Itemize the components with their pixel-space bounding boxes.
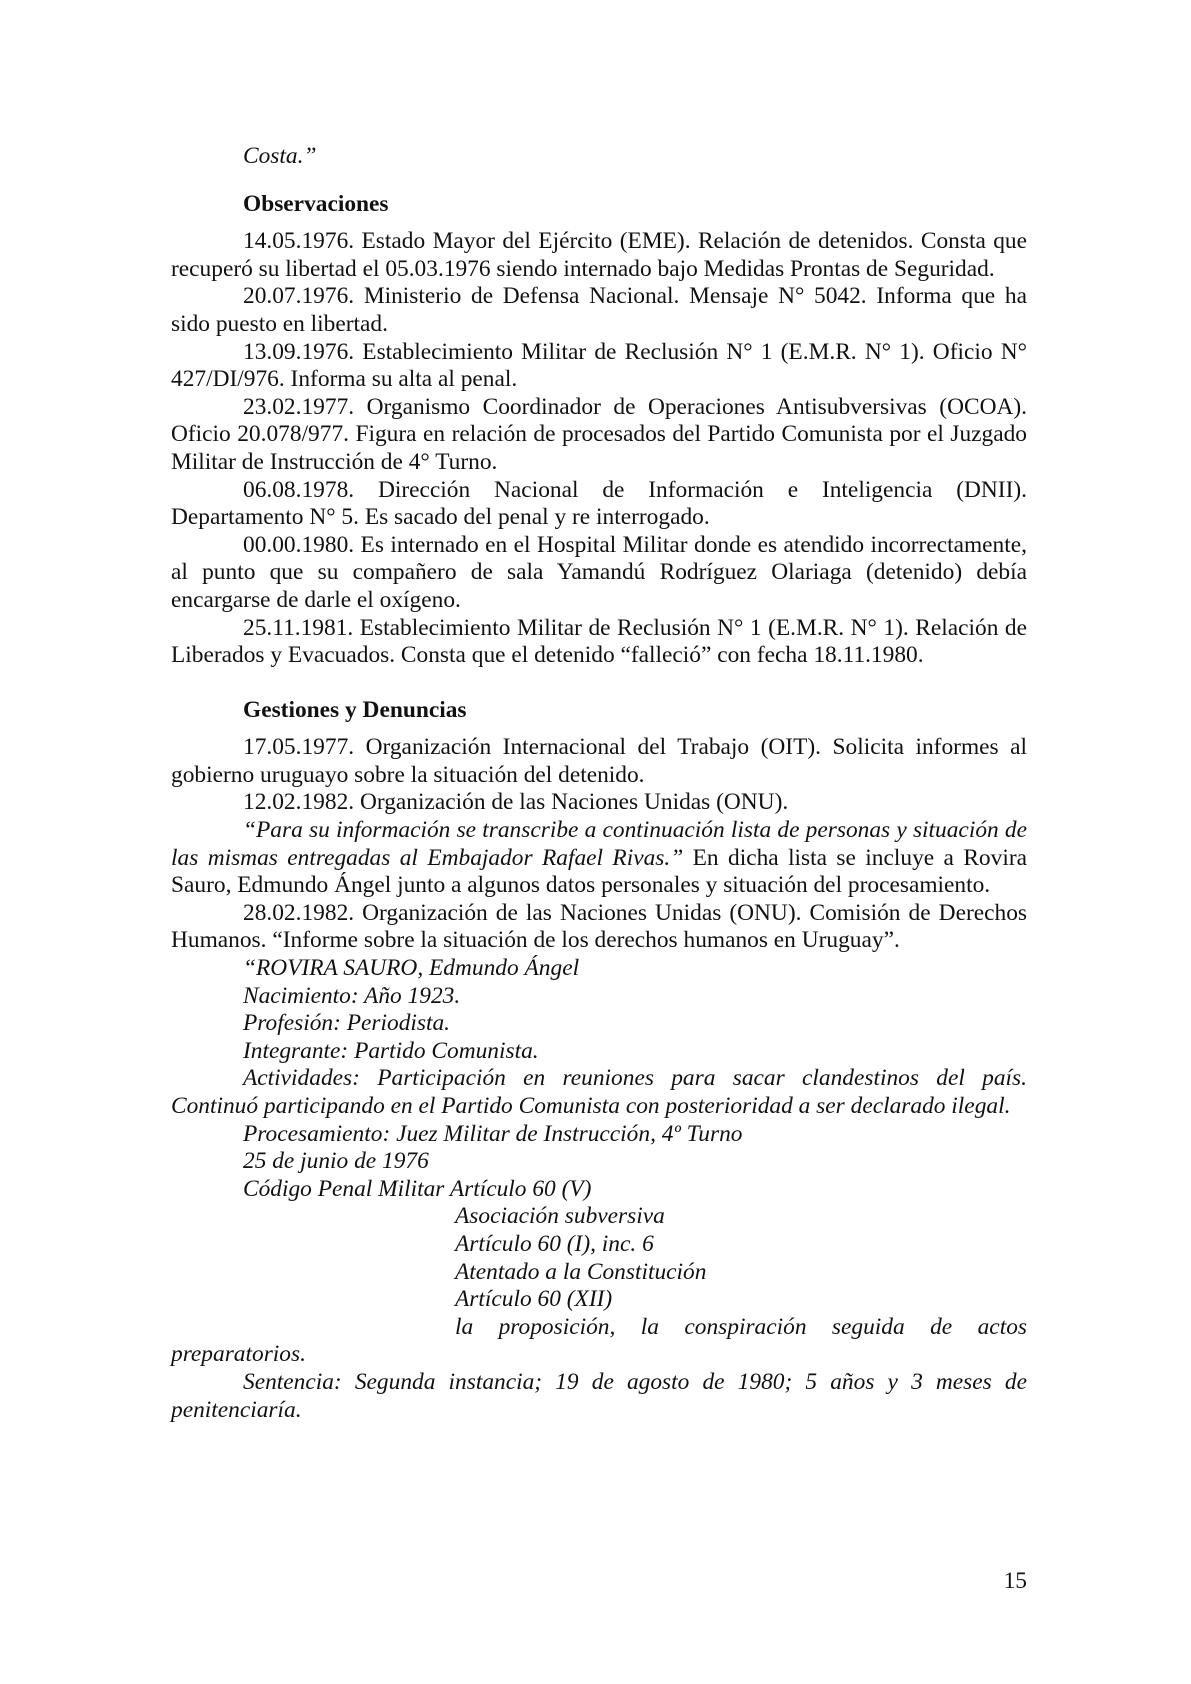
observacion-entry: 20.07.1976. Ministerio de Defensa Nacional. Mensaje N° 5042. Informa que ha sido puesto en libertad. — [171, 283, 1027, 337]
gestiones-heading: Gestiones y Denuncias — [243, 696, 467, 723]
record-articulo: Artículo 60 (XII) — [455, 1286, 613, 1313]
quote-rest: En dicha lista se incluye a Rovira Sauro, Edmundo Ángel junto a algunos datos personales y situación del procesamiento. — [171, 844, 1027, 899]
observacion-entry: 23.02.1977. Organismo Coordinador de Operaciones Antisubversivas (OCOA). Oficio 20.078/977. Figura en relación de procesados del Partido Comunista por el Juzgado Militar de Instrucción de 4° Turno. — [171, 393, 1027, 475]
observacion-entry: 25.11.1981. Establecimiento Militar de Reclusión N° 1 (E.M.R. N° 1). Relación de Liberados y Evacuados. Consta que el detenido “falleció” con fecha 18.11.1980. — [171, 614, 1027, 669]
observacion-entry: 00.00.1980. Es internado en el Hospital Militar donde es atendido incorrectamente, al punto que su compañero de sala Yamandú Rodríguez Olariaga (detenido) debía encargarse de darle el oxígeno. — [171, 531, 1027, 613]
record-name: “ROVIRA SAURO, Edmundo Ángel — [243, 955, 580, 982]
record-articulo: Asociación subversiva — [455, 1203, 665, 1230]
page-number: 15 — [1003, 1568, 1027, 1594]
record-actividades: Actividades: Participación en reuniones para sacar clandestinos del país. Continuó participando en el Partido Comunista con posterioridad a ser declarado ilegal. — [171, 1065, 1027, 1119]
continuation-text: Costa.” — [243, 143, 317, 169]
record-articulo: Atentado a la Constitución — [455, 1258, 707, 1285]
record-integrante: Integrante: Partido Comunista. — [243, 1037, 539, 1064]
observacion-entry: 14.05.1976. Estado Mayor del Ejército (EME). Relación de detenidos. Consta que recuperó su libertad el 05.03.1976 siendo internado bajo Medidas Prontas de Seguridad. — [171, 228, 1027, 282]
observacion-entry: 06.08.1978. Dirección Nacional de Información e Inteligencia (DNII). Departamento N° 5. Es sacado del penal y re interrogado. — [171, 476, 1027, 531]
record-sentencia: Sentencia: Segunda instancia; 19 de agosto de 1980; 5 años y 3 meses de penitenciaría. — [171, 1368, 1027, 1423]
document-page — [171, 143, 1027, 1424]
record-fecha: 25 de junio de 1976 — [243, 1148, 429, 1175]
record-codigo: Código Penal Militar Artículo 60 (V) — [243, 1175, 592, 1202]
record-proposicion: la proposición, la conspiración seguida de actos preparatorios. — [171, 1313, 1027, 1368]
gestion-entry: 17.05.1977. Organización Internacional del Trabajo (OIT). Solicita informes al gobierno uruguayo sobre la situación del detenido. — [171, 734, 1027, 788]
observaciones-heading: Observaciones — [243, 190, 389, 217]
gestion-entry: 28.02.1982. Organización de las Naciones Unidas (ONU). Comisión de Derechos Humanos. “Informe sobre la situación de los derechos humanos en Uruguay”. — [171, 899, 1027, 954]
record-articulo: Artículo 60 (I), inc. 6 — [455, 1230, 654, 1257]
gestion-entry: 12.02.1982. Organización de las Naciones Unidas (ONU). — [243, 789, 789, 816]
observacion-entry: 13.09.1976. Establecimiento Militar de Reclusión N° 1 (E.M.R. N° 1). Oficio N° 427/DI/976. Informa su alta al penal. — [171, 338, 1027, 393]
quote-paragraph — [171, 817, 1027, 900]
record-nacimiento: Nacimiento: Año 1923. — [243, 982, 461, 1009]
record-profesion: Profesión: Periodista. — [243, 1010, 451, 1037]
quote-italic: “Para su información se transcribe a continuación lista de personas y situación de las mismas entregadas al Embajador Rafael Rivas.” — [171, 817, 1027, 871]
record-procesamiento: Procesamiento: Juez Militar de Instrucción, 4º Turno — [243, 1120, 743, 1147]
